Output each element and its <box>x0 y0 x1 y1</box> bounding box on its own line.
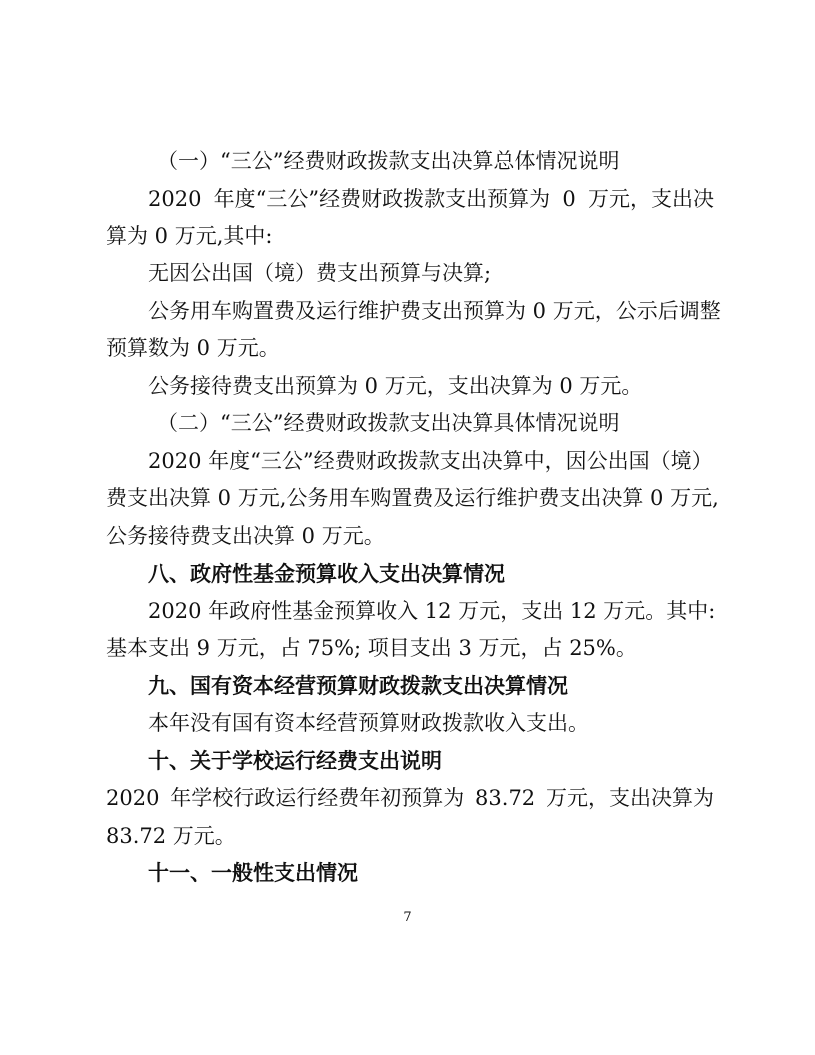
paragraph-line <box>148 185 714 213</box>
paragraph-line: 基本支出 9 万元，占 75%; 项目支出 3 万元，占 25%。 <box>106 636 637 660</box>
paragraph-line: 公务接待费支出决算 0 万元。 <box>106 524 385 548</box>
paragraph-line: 预算数为 0 万元。 <box>106 336 280 360</box>
section-heading: 九、国有资本经营预算财政拨款支出决算情况 <box>148 674 568 698</box>
paragraph-line <box>106 784 714 812</box>
paragraph-line: 83.72 万元。 <box>106 824 236 848</box>
paragraph-line: 算为 0 万元,其中: <box>106 224 273 248</box>
paragraph-line: 公务用车购置费及运行维护费支出预算为 0 万元，公示后调整 <box>148 299 721 323</box>
paragraph-line: 无因公出国（境）费支出预算与决算; <box>148 261 492 285</box>
section-heading: 十、关于学校运行经费支出说明 <box>148 749 442 773</box>
paragraph-line: 费支出决算 0 万元,公务用车购置费及运行维护费支出决算 0 万元, <box>106 486 719 510</box>
text-segment: 万元，支出决算为 <box>545 786 714 810</box>
text-segment: 年度“三公”经费财政拨款支出预算为 <box>213 187 551 211</box>
page-number: 7 <box>403 910 412 925</box>
text-segment: 83.72 <box>475 786 536 810</box>
text-segment: 2020 <box>106 786 160 810</box>
text-segment: 年学校行政运行经费年初预算为 <box>170 786 465 810</box>
text-segment: 0 <box>562 187 576 211</box>
paragraph-line: 公务接待费支出预算为 0 万元，支出决算为 0 万元。 <box>148 374 643 398</box>
text-segment: 万元，支出决 <box>587 187 714 211</box>
section-heading: 十一、一般性支出情况 <box>148 861 358 885</box>
paragraph-line: （二）“三公”经费财政拨款支出决算具体情况说明 <box>157 411 620 435</box>
paragraph-line: 本年没有国有资本经营预算财政拨款收入支出。 <box>148 711 589 735</box>
section-heading: 八、政府性基金预算收入支出决算情况 <box>148 562 505 586</box>
text-segment: 2020 <box>148 187 202 211</box>
paragraph-line: 2020 年政府性基金预算收入 12 万元，支出 12 万元。其中: <box>148 599 716 623</box>
paragraph-line: 2020 年度“三公”经费财政拨款支出决算中，因公出国（境） <box>148 449 713 473</box>
paragraph-line: （一）“三公”经费财政拨款支出决算总体情况说明 <box>157 149 620 173</box>
